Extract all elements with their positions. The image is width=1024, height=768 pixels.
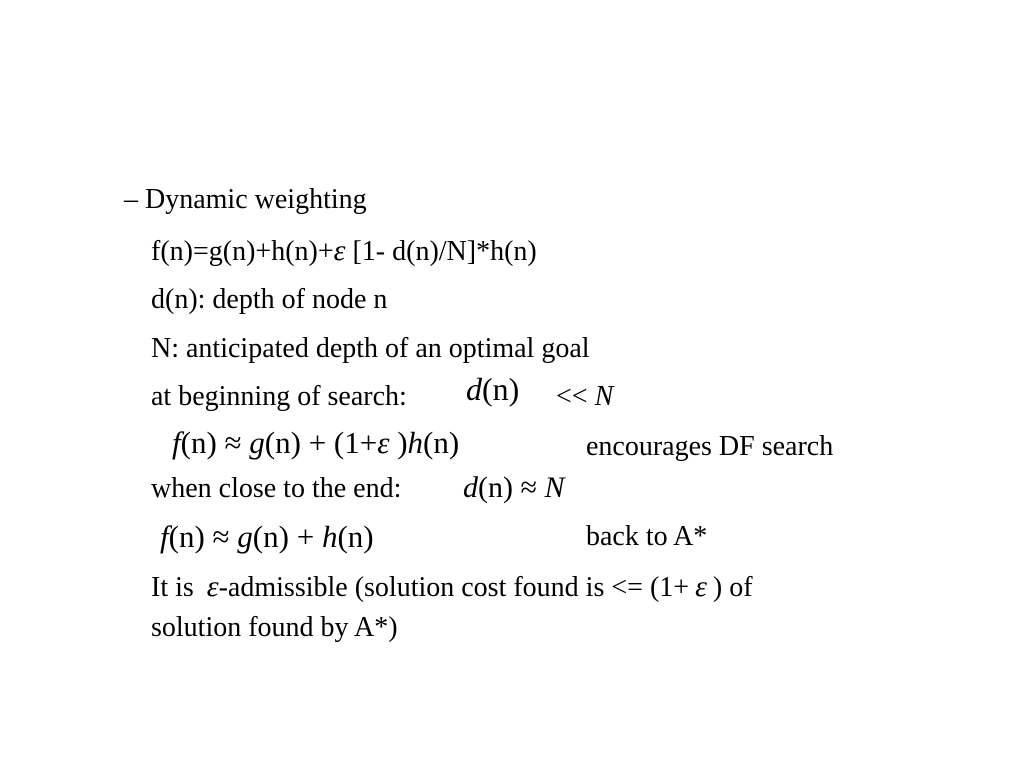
back-to-astar-comment: back to A*	[586, 521, 708, 552]
bullet-dash: –	[124, 184, 138, 215]
approx-symbol: ≈	[512, 471, 545, 504]
math-paren-n: (n)	[264, 425, 301, 460]
math-N: N	[594, 381, 614, 412]
epsilon-symbol: ε	[377, 425, 390, 460]
begin-formula	[172, 427, 459, 458]
math-d: d	[463, 471, 478, 504]
bullet-heading	[124, 186, 367, 214]
epsilon-symbol: ε	[695, 570, 707, 603]
heading: Dynamic weighting	[145, 184, 367, 215]
end-math	[463, 473, 564, 503]
N-definition: N: anticipated depth of an optimal goal	[151, 333, 590, 364]
epsilon-symbol: ε	[206, 570, 219, 603]
end-label: when close to the end:	[151, 473, 402, 504]
plus-one-plus: + (1+	[300, 425, 378, 460]
math-paren-n: (n)	[478, 471, 513, 504]
math-h: h	[321, 519, 338, 554]
math-paren-n: (n)	[482, 371, 520, 407]
math-g: g	[249, 425, 265, 460]
ll-symbol: <<	[556, 381, 588, 412]
math-h: h	[407, 425, 424, 460]
math-f: f	[160, 519, 169, 554]
math-f: f	[172, 425, 181, 460]
beginning-of-search-line	[151, 383, 407, 411]
admissible-line-2: solution found by A*)	[151, 612, 398, 643]
df-search-comment: encourages DF search	[586, 431, 834, 462]
plus-symbol: +	[288, 519, 322, 554]
formula-left: f(n)=g(n)+h(n)+	[151, 236, 334, 267]
admissible-line-1	[151, 572, 753, 602]
math-d: d	[466, 371, 482, 407]
math-N: N	[544, 471, 565, 504]
math-paren-n: (n)	[423, 425, 460, 460]
much-less-than	[556, 383, 613, 411]
close-paren: )	[389, 425, 408, 460]
end-formula	[160, 521, 374, 552]
beginning-label: at beginning of search:	[151, 381, 407, 412]
math-paren-n: (n)	[337, 519, 374, 554]
dn-math	[466, 373, 519, 405]
math-paren-n: (n)	[252, 519, 289, 554]
admissible-mid: -admissible (solution cost found is <= (1+	[218, 572, 690, 603]
math-g: g	[237, 519, 253, 554]
close-to-end-line	[151, 475, 401, 503]
formula-right: [1- d(n)/N]*h(n)	[345, 236, 537, 267]
approx-symbol: ≈	[204, 519, 238, 554]
dn-definition: d(n): depth of node n	[151, 284, 388, 315]
epsilon-symbol: ε	[333, 234, 346, 267]
admissible-lead: It is	[151, 572, 201, 603]
approx-symbol: ≈	[216, 425, 250, 460]
math-paren-n: (n)	[168, 519, 205, 554]
dynamic-weight-formula	[151, 236, 537, 266]
admissible-tail: ) of	[712, 572, 753, 603]
math-paren-n: (n)	[180, 425, 217, 460]
